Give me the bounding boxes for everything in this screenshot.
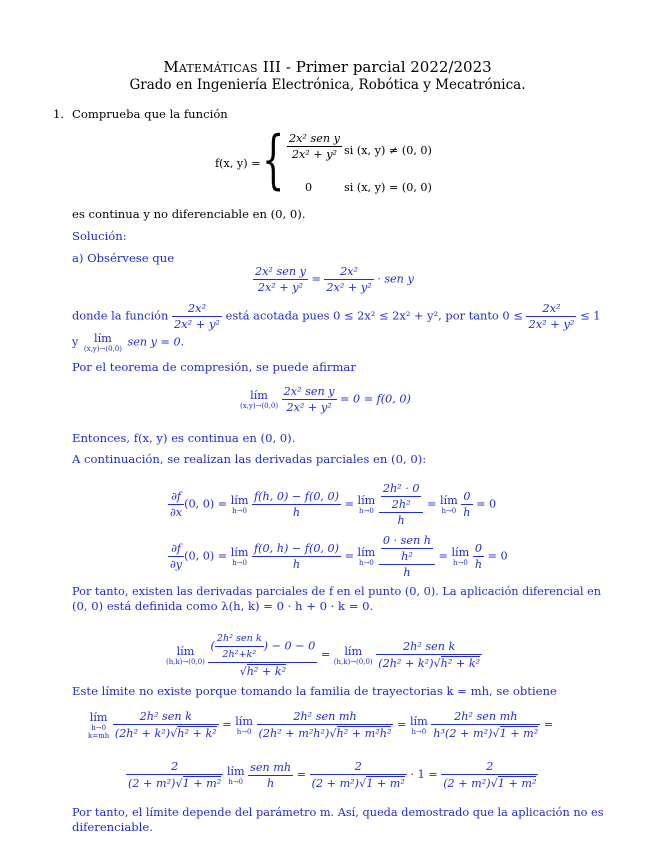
dx-f1-den: h (292, 506, 301, 519)
para1-text-c: ≤ 1 (580, 308, 601, 323)
eq4-sub-3: h→0 (236, 727, 252, 736)
dy-lim-sub: h→0 (232, 559, 247, 567)
para1-denominator: 2x² + y² (173, 317, 220, 331)
eq5-t1-num: 2 (126, 760, 223, 775)
dy-eq-1: = (344, 549, 354, 563)
eq5-dot: · 1 = (410, 768, 438, 781)
equation-2 (240, 385, 411, 414)
dy-f1-num: f(0, h) − f(0, 0) (254, 542, 340, 555)
paragraph-1-limit (72, 332, 184, 353)
dx-op-num: ∂f (168, 490, 184, 505)
equation-5: $\frac{2}{\text{(2 + m²)√1 + m²}}$ lím h→0 sen mh h = $\frac{2}{\text{(2 + m²)√1 + m²}}$ · 1 = $\frac{2}{\text{(2 + m²)√1 + m²}}$ (128, 760, 537, 790)
eq3-rhs-num: 2h² sen k (376, 640, 482, 655)
equation-4: lím h→0 k=mh 2h² sen k (2h² + k²)√h² + k² = lím h→0 2h² sen mh (2h² + m²h²)√h² + m²h² = lím h→0 2h² sen mh h³(2 + m²)√1 + m² = (88, 710, 554, 740)
equation-3: lím (h,k)→(0,0) ( 2h² sen k 2h²+k² ) − 0 − 0 √h² + k² = lím (h,k)→(0,0) 2h² sen k (2h² + k²)√h² + k² (166, 633, 481, 678)
eq1-tail: · sen y (377, 272, 414, 286)
eq3-lim-sub: (h,k)→(0,0) (166, 657, 205, 666)
eq4-t1-den-a: (2h² + k²) (114, 727, 171, 740)
case1-fraction (287, 132, 342, 161)
eq4-eq-1: = (222, 718, 232, 731)
equation-1 (253, 265, 414, 294)
eq5-t2-num: sen mh (250, 760, 292, 774)
eq4-t3-num: 2h² sen mh (431, 710, 540, 725)
dx-f3-num: 0 (461, 490, 472, 505)
para1-post: sen y = 0. (127, 335, 185, 349)
eq3-equals: = (320, 648, 331, 661)
eq4-t2-num: 2h² sen mh (257, 710, 394, 725)
para1-lim-sub: (x,y)→(0,0) (83, 345, 122, 353)
dy-eq-2: = (438, 549, 448, 563)
eq4-lim-3: lím (409, 714, 428, 728)
function-name: f(x, y) = (215, 157, 261, 170)
part-a-label: a) Obsérvese que (72, 251, 175, 265)
course-name: Matemáticas III (163, 58, 282, 76)
dx-lim-sub-2: h→0 (359, 507, 374, 515)
dy-f2-top: 0 · sen h (382, 534, 431, 547)
eq5-t4-den-a: (2 + m²) (443, 777, 491, 790)
eq3-inner-num: 2h² sen k (215, 632, 264, 647)
para1-numerator-2: 2x² (526, 302, 576, 317)
title-separator: - (281, 58, 296, 76)
dy-lim-sub-2: h→0 (359, 559, 374, 567)
eq3-den-rad: h² + k² (246, 665, 287, 678)
para1-pre: y (72, 335, 79, 349)
eq4-t2-den-a: (2h² + m²h²) (258, 727, 330, 740)
eq4-eq-2: = (397, 718, 407, 731)
dy-lim: lím (230, 546, 249, 559)
eq1-rhs-numerator: 2x² (324, 265, 373, 280)
problem-closing: es continua y no diferenciable en (0, 0). (72, 207, 306, 221)
dx-lim-sub-3: h→0 (441, 507, 457, 515)
exam-name: Primer parcial 2022/2023 (295, 58, 492, 76)
solution-heading: Solución: (72, 229, 127, 243)
eq2-lim-sub: (x,y)→(0,0) (240, 402, 279, 410)
dx-lim-sub: h→0 (232, 507, 247, 515)
para1-denominator-2: 2x² + y² (528, 317, 575, 331)
dy-f3-num: 0 (473, 542, 484, 557)
eq1-rhs-denominator: 2x² + y² (326, 281, 372, 294)
case2-condition: si (x, y) = (0, 0) (344, 181, 432, 194)
eq5-t3-den-rad: 1 + m² (366, 777, 405, 790)
eq5-lim-sub: h→0 (228, 777, 244, 786)
paragraph-5b: (0, 0) está definida como λ(h, k) = 0 · h + 0 · k = 0. (72, 599, 374, 613)
dx-f1-num: f(h, 0) − f(0, 0) (254, 490, 340, 503)
eq3-lim: lím (176, 644, 195, 658)
paragraph-6: Este límite no existe porque tomando la familia de trayectorias k = mh, se obtiene (72, 684, 557, 698)
dy-f2-mid: h² (401, 550, 413, 563)
eq5-t1-den-rad: 1 + m² (182, 777, 222, 790)
case2-value: 0 (305, 181, 313, 194)
eq4-t1-den-rad: h² + k² (177, 727, 217, 740)
eq5-t1-den-a: (2 + m²) (128, 777, 176, 790)
eq3-rhs-den-rad: h² + k² (440, 657, 481, 670)
dy-at: (0, 0) = (184, 549, 228, 563)
dy-f3-den: h (474, 558, 483, 571)
eq5-t4-den-rad: 1 + m² (497, 777, 537, 790)
dx-eq-1: = (344, 497, 354, 511)
eq4-t2-den-rad: h² + m²h² (336, 727, 392, 740)
para1-text-a: donde la función (72, 308, 169, 323)
eq3-inner-den: 2h²+k² (222, 649, 257, 660)
problem-statement: Comprueba que la función (72, 107, 228, 121)
cases-brace: { (262, 123, 285, 197)
eq4-sub-2: k=mh (88, 731, 110, 740)
eq4-t1-num: 2h² sen k (113, 710, 219, 725)
case1-numerator: 2x² sen y (289, 132, 340, 145)
eq5-t3-den-a: (2 + m²) (311, 777, 360, 790)
dx-lim-2: lím (357, 494, 376, 507)
paragraph-1 (72, 302, 601, 331)
eq4-sub-4: h→0 (411, 727, 427, 736)
dy-f2-den: h (403, 566, 411, 579)
dy-lim-3: lím (451, 546, 470, 559)
dy-lim-2: lím (357, 546, 376, 559)
eq2-denominator: 2x² + y² (286, 401, 332, 414)
eq5-lim: lím (226, 764, 245, 778)
paragraph-7: Por tanto, el límite depende del parámetro m. Así, queda demostrado que la aplicación no es (72, 806, 604, 819)
paragraph-2: Por el teorema de compresión, se puede afirmar (72, 360, 356, 374)
eq5-t3-num: 2 (310, 760, 407, 775)
dx-f2-top: 2h² · 0 (382, 482, 420, 495)
dy-op-den: ∂y (170, 558, 183, 571)
dy-lim-sub-3: h→0 (452, 559, 468, 567)
dx-f3-den: h (463, 506, 471, 519)
eq3-minus: − 0 − 0 (271, 639, 316, 653)
eq2-tail: = 0 = f(0, 0) (340, 392, 411, 406)
eq3-lim-sub-2: (h,k)→(0,0) (333, 657, 373, 666)
paragraph-4: A continuación, se realizan las derivadas parciales en (0, 0): (72, 452, 427, 466)
eq5-t2-den: h (267, 776, 275, 790)
paragraph-3: Entonces, f(x, y) es continua en (0, 0). (72, 431, 296, 445)
eq1-lhs-numerator: 2x² sen y (255, 265, 306, 278)
partial-derivative-y (168, 534, 508, 579)
eq3-rhs-den-a: (2h² + k²) (378, 657, 434, 670)
dx-f2-mid: 2h² (391, 498, 411, 511)
dx-eq-2: = (427, 497, 437, 511)
eq5-eq-1: = (296, 768, 307, 781)
eq2-lim: lím (250, 389, 268, 402)
eq3-lim-2: lím (344, 644, 363, 658)
eq1-lhs-denominator: 2x² + y² (257, 281, 304, 294)
case1-denominator: 2x² + y² (291, 148, 338, 161)
case1-condition: si (x, y) ≠ (0, 0) (344, 144, 432, 157)
dx-op-den: ∂x (170, 506, 183, 519)
eq4-lim-2: lím (235, 714, 253, 728)
degree-subtitle: Grado en Ingeniería Electrónica, Robótica y Mecatrónica. (129, 77, 526, 93)
eq1-equals: = (311, 272, 321, 286)
dy-tail: = 0 (487, 549, 508, 563)
eq2-numerator: 2x² sen y (283, 385, 335, 398)
dy-op-num: ∂f (168, 542, 184, 557)
exam-title (0, 58, 655, 76)
dx-lim: lím (230, 494, 249, 507)
eq4-end: = (543, 718, 554, 731)
dx-at: (0, 0) = (184, 497, 228, 511)
eq4-sub-1: h→0 (91, 723, 107, 732)
partial-derivative-x (168, 482, 496, 527)
para1-text-b: está acotada pues 0 ≤ 2x² ≤ 2x² + y², por tanto 0 ≤ (225, 308, 523, 323)
problem-number: 1. (53, 107, 65, 121)
paragraph-5: Por tanto, existen las derivadas parciales de f en el punto (0, 0). La aplicación diferencial en (72, 585, 602, 598)
eq4-t3-den-rad: 1 + m² (499, 727, 539, 740)
paragraph-7b: diferenciable. (72, 820, 153, 834)
dx-tail: = 0 (476, 497, 497, 511)
dx-lim-3: lím (439, 494, 458, 507)
para1-numerator: 2x² (172, 302, 222, 317)
para1-lim: lím (94, 332, 112, 345)
eq5-t4-num: 2 (441, 760, 538, 775)
eq4-lim: lím (89, 710, 108, 724)
dx-f2-den: h (397, 514, 405, 527)
dy-f1-den: h (292, 558, 301, 571)
eq4-t3-den-a: h³(2 + m²) (433, 727, 493, 740)
